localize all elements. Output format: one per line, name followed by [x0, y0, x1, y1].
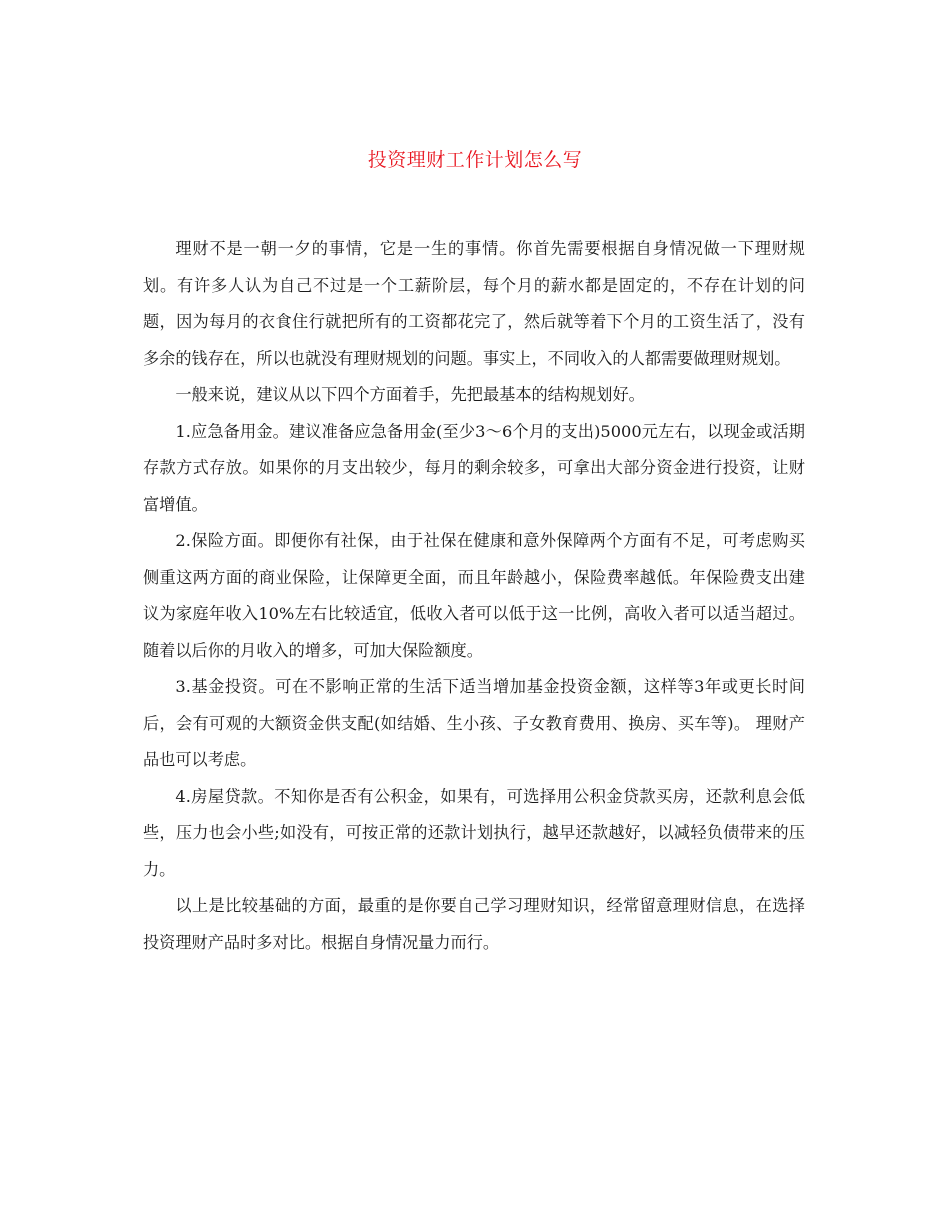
paragraph-conclusion: 以上是比较基础的方面，最重的是你要自己学习理财知识，经常留意理财信息，在选择投资理财产品时多对比。根据自身情况量力而行。 [143, 896, 805, 952]
paragraph-intro: 理财不是一朝一夕的事情，它是一生的事情。你首先需要根据自身情况做一下理财规划。有许多人认为自己不过是一个工薪阶层，每个月的薪水都是固定的，不存在计划的问题，因为每月的衣食住行就把所有的工资都花完了，然后就等着下个月的工资生活了，没有多余的钱存在，所以也就没有理财规划的问题。事实上，不同收入的人都需要做理财规划。 [143, 239, 805, 368]
paragraph-emergency-fund: 1.应急备用金。建议准备应急备用金(至少3～6个月的支出)5000元左右，以现金或活期存款方式存放。如果你的月支出较少，每月的剩余较多，可拿出大部分资金进行投资，让财富增值。 [143, 421, 805, 514]
document-body [143, 231, 805, 961]
paragraph-overview: 一般来说，建议从以下四个方面着手，先把最基本的结构规划好。 [175, 385, 645, 404]
paragraph-mortgage: 4.房屋贷款。不知你是否有公积金，如果有，可选择用公积金贷款买房，还款利息会低些，压力也会小些;如没有，可按正常的还款计划执行，越早还款越好，以减轻负债带来的压力。 [143, 786, 805, 879]
paragraph-fund-investment: 3.基金投资。可在不影响正常的生活下适当增加基金投资金额，这样等3年或更长时间后，会有可观的大额资金供支配(如结婚、生小孩、子女教育费用、换房、买车等)。 理财产品也可以考虑。 [143, 677, 805, 769]
document-title: 投资理财工作计划怎么写 [367, 149, 583, 171]
paragraph-insurance: 2.保险方面。即便你有社保，由于社保在健康和意外保障两个方面有不足，可考虑购买侧重这两方面的商业保险，让保障更全面，而且年龄越小，保险费率越低。年保险费支出建议为家庭年收入10%左右比较适宜，低收入者可以低于这一比例，高收入者可以适当超过。随着以后你的月收入的增多，可加大保险额度。 [143, 531, 805, 660]
